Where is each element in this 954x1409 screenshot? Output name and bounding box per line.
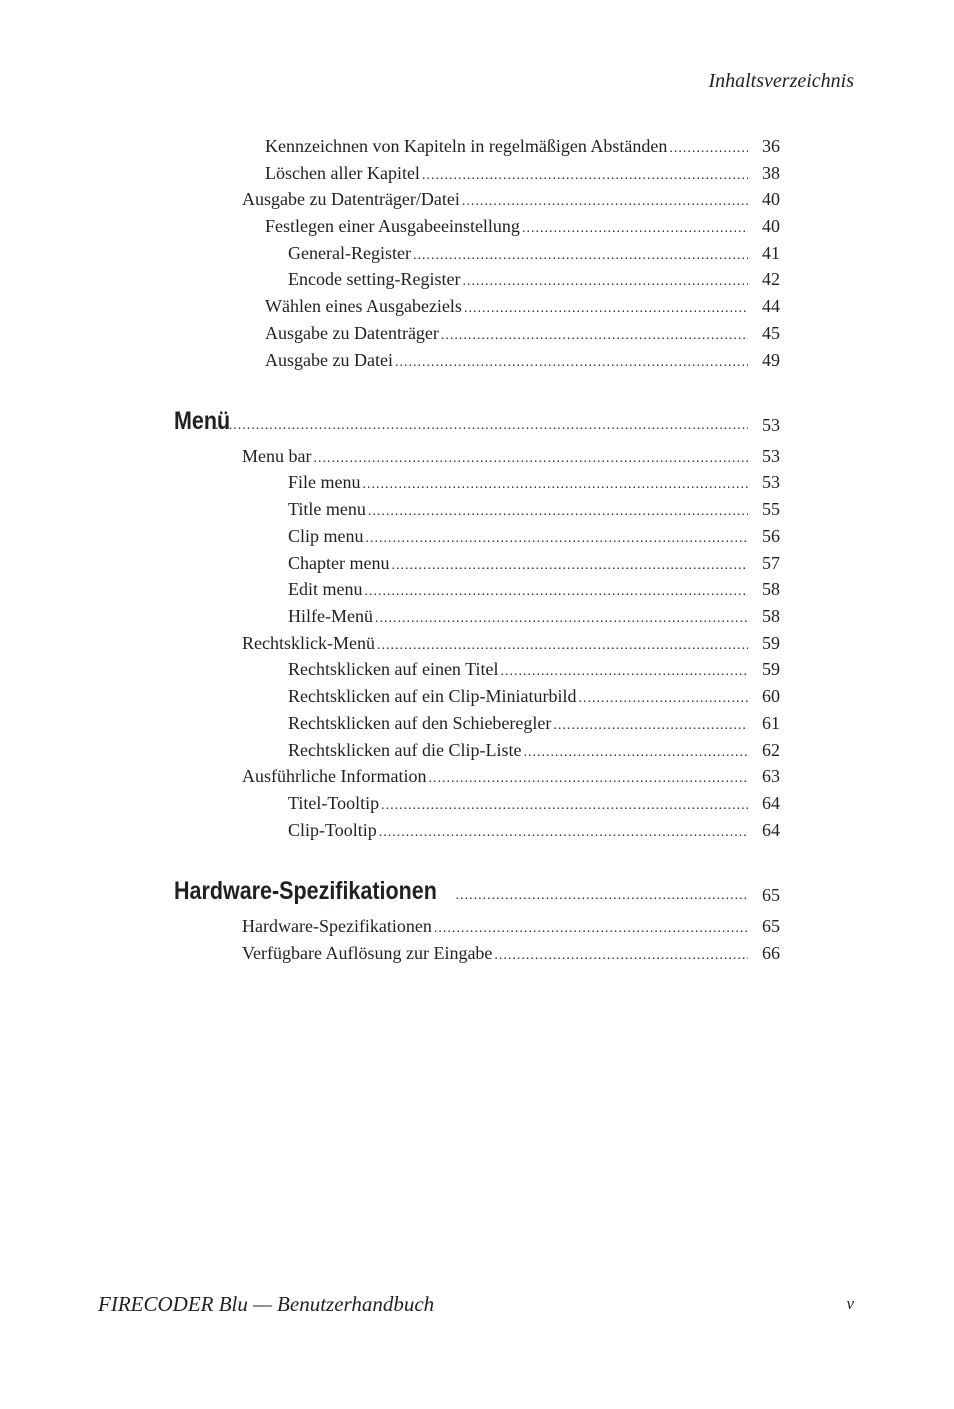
toc-dot-leader: [428, 767, 748, 791]
toc-dot-leader: [413, 244, 748, 268]
toc-entry-title: Rechtsklick-Menü: [242, 633, 375, 653]
toc-entry-page-number: 40: [762, 216, 780, 236]
toc-chapter-entry[interactable]: [174, 406, 780, 436]
toc-entry-page-number: 44: [762, 296, 780, 316]
toc-entry-page-number: 45: [762, 323, 780, 343]
footer-book-title: FIRECODER Blu — Benutzerhandbuch: [98, 1292, 435, 1316]
toc-entry-page-number: 65: [762, 916, 780, 936]
toc-entry-title: Ausführliche Information: [242, 766, 427, 786]
toc-dot-leader: [363, 473, 749, 497]
toc-entry-page-number: 66: [762, 943, 780, 963]
toc-entry[interactable]: [288, 604, 780, 628]
toc-entry[interactable]: [242, 444, 780, 468]
toc-entry-page-number: 64: [762, 793, 780, 813]
toc-dot-leader: [669, 137, 748, 161]
toc-dot-leader: [366, 527, 749, 551]
toc-entry[interactable]: [265, 348, 780, 372]
toc-entry-page-number: 53: [762, 446, 780, 466]
toc-entry[interactable]: [242, 914, 780, 938]
toc-dot-leader: [462, 190, 748, 214]
toc-chapter-entry[interactable]: [174, 876, 780, 906]
toc-entry-page-number: 62: [762, 740, 780, 760]
toc-entry-page-number: 56: [762, 526, 780, 546]
toc-dot-leader: [391, 554, 748, 578]
toc-entry-page-number: 64: [762, 820, 780, 840]
toc-dot-leader: [553, 714, 748, 738]
running-header: Inhaltsverzeichnis: [708, 70, 854, 92]
toc-entry[interactable]: [242, 631, 780, 655]
toc-entry-title: General-Register: [288, 243, 411, 263]
toc-dot-leader: [313, 447, 748, 471]
toc-entry-page-number: 42: [762, 269, 780, 289]
toc-entry-title: Titel-Tooltip: [288, 793, 380, 813]
toc-entry-title: Festlegen einer Ausgabeeinstellung: [265, 216, 520, 236]
toc-entry-page-number: 59: [762, 633, 780, 653]
toc-entry[interactable]: [265, 134, 780, 158]
toc-entry-title: Edit menu: [288, 579, 363, 599]
toc-dot-leader: [422, 164, 748, 188]
toc-entry-page-number: 58: [762, 579, 780, 599]
toc-dot-leader: [434, 917, 748, 941]
toc-entry-title: Rechtsklicken auf einen Titel: [288, 659, 499, 679]
toc-entry-page-number: 58: [762, 606, 780, 626]
toc-dot-leader: [377, 634, 748, 658]
toc-entry-page-number: 53: [762, 415, 780, 435]
toc-entry-title: Ausgabe zu Datei: [265, 350, 393, 370]
toc-dot-leader: [456, 881, 748, 911]
toc-entry[interactable]: [288, 738, 780, 762]
toc-entry-title: Hilfe-Menü: [288, 606, 373, 626]
toc-entry-page-number: 60: [762, 686, 780, 706]
toc-entry[interactable]: [288, 267, 780, 291]
toc-entry-title: Chapter menu: [288, 553, 390, 573]
toc-entry[interactable]: [288, 684, 780, 708]
toc-entry-page-number: 55: [762, 499, 780, 519]
toc-entry-title: Rechtsklicken auf den Schieberegler: [288, 713, 552, 733]
toc-entry-page-number: 38: [762, 163, 780, 183]
toc-entry-page-number: 40: [762, 189, 780, 209]
toc-entry-title: Hardware-Spezifikationen: [174, 877, 437, 905]
toc-entry-title: Wählen eines Ausgabeziels: [265, 296, 462, 316]
toc-entry-page-number: 59: [762, 659, 780, 679]
footer-page-number: v: [846, 1294, 854, 1313]
toc-entry[interactable]: [288, 818, 780, 842]
toc-entry-title: Menü: [174, 407, 231, 435]
toc-entry-title: Encode setting-Register: [288, 269, 461, 289]
toc-entry-title: File menu: [288, 472, 361, 492]
toc-dot-leader: [523, 741, 748, 765]
toc-entry-page-number: 41: [762, 243, 780, 263]
toc-entry-title: Kennzeichnen von Kapiteln in regelmäßigen Abständen: [265, 136, 668, 156]
toc-dot-leader: [494, 944, 748, 968]
toc-entry[interactable]: [265, 321, 780, 345]
toc-dot-leader: [215, 411, 748, 441]
toc-entry[interactable]: [242, 941, 780, 965]
toc-entry[interactable]: [288, 241, 780, 265]
toc-entry[interactable]: [265, 161, 780, 185]
toc-entry-page-number: 57: [762, 553, 780, 573]
toc-entry[interactable]: [288, 524, 780, 548]
toc-entry-title: Rechtsklicken auf ein Clip-Miniaturbild: [288, 686, 577, 706]
toc-entry[interactable]: [288, 470, 780, 494]
toc-dot-leader: [578, 687, 748, 711]
toc-entry-title: Hardware-Spezifikationen: [242, 916, 432, 936]
toc-entry[interactable]: [242, 187, 780, 211]
toc-dot-leader: [395, 351, 748, 375]
toc-entry[interactable]: [288, 577, 780, 601]
toc-dot-leader: [375, 607, 748, 631]
toc-entry-page-number: 65: [762, 885, 780, 905]
toc-dot-leader: [368, 500, 748, 524]
toc-dot-leader: [464, 297, 748, 321]
toc-entry-title: Ausgabe zu Datenträger/Datei: [242, 189, 460, 209]
toc-entry-title: Rechtsklicken auf die Clip-Liste: [288, 740, 522, 760]
toc-dot-leader: [462, 270, 748, 294]
toc-entry[interactable]: [265, 294, 780, 318]
toc-entry[interactable]: [288, 791, 780, 815]
toc-entry-title: Clip menu: [288, 526, 364, 546]
toc-entry-title: Verfügbare Auflösung zur Eingabe: [242, 943, 493, 963]
toc-entry-title: Menu bar: [242, 446, 312, 466]
toc-dot-leader: [500, 660, 748, 684]
toc-entry[interactable]: [242, 764, 780, 788]
toc-entry-title: Löschen aller Kapitel: [265, 163, 420, 183]
toc-dot-leader: [365, 580, 749, 604]
toc-dot-leader: [381, 794, 748, 818]
toc-entry[interactable]: [288, 497, 780, 521]
toc-entry-title: Ausgabe zu Datenträger: [265, 323, 439, 343]
toc-dot-leader: [379, 821, 748, 845]
toc-entry-page-number: 63: [762, 766, 780, 786]
toc-entry-title: Title menu: [288, 499, 366, 519]
toc-entry[interactable]: [288, 711, 780, 735]
toc-entry-page-number: 49: [762, 350, 780, 370]
toc-entry-title: Clip-Tooltip: [288, 820, 377, 840]
toc-entry[interactable]: [288, 551, 780, 575]
toc-entry[interactable]: [265, 214, 780, 238]
toc-dot-leader: [522, 217, 748, 241]
toc-entry-page-number: 53: [762, 472, 780, 492]
toc-entry-page-number: 36: [762, 136, 780, 156]
toc-entry[interactable]: [288, 657, 780, 681]
toc-entry-page-number: 61: [762, 713, 780, 733]
toc-dot-leader: [441, 324, 748, 348]
